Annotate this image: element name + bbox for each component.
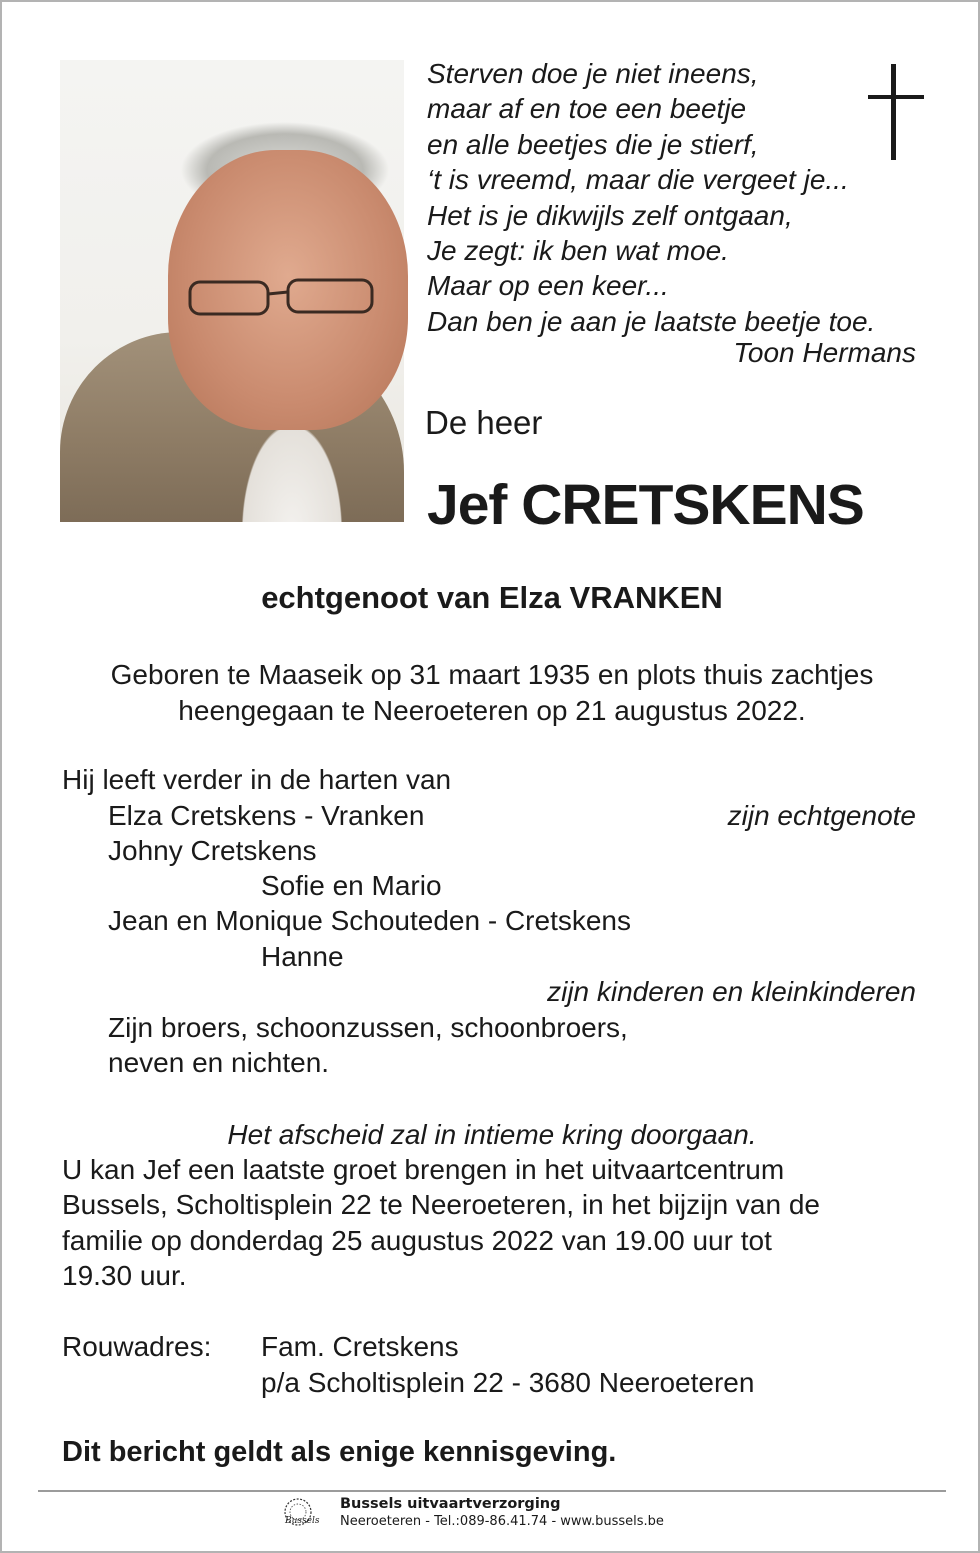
address-line-1: Fam. Cretskens	[261, 1331, 459, 1362]
funeral-company-name: Bussels uitvaartverzorging	[340, 1496, 561, 1512]
family-spouse-name: Elza Cretskens - Vranken	[108, 800, 425, 831]
farewell-line: 19.30 uur.	[62, 1260, 187, 1291]
poem	[427, 56, 875, 339]
family-relatives-1: Zijn broers, schoonzussen, schoonbroers,	[108, 1012, 628, 1043]
poem-line: Je zegt: ik ben wat moe.	[427, 235, 729, 267]
farewell-line: familie op donderdag 25 augustus 2022 van 19.00 uur tot	[62, 1225, 772, 1256]
family-spouse-role: zijn echtgenote	[727, 800, 916, 831]
address-line-2: p/a Scholtisplein 22 - 3680 Neeroeteren	[261, 1367, 755, 1398]
poem-line: Sterven doe je niet ineens,	[427, 58, 759, 89]
poem-line: Het is je dikwijls zelf ontgaan,	[427, 199, 793, 231]
poem-line: maar af en toe een beetje	[427, 93, 747, 125]
family-child-1: Johny Cretskens	[108, 835, 317, 866]
family-intro: Hij leeft verder in de harten van	[62, 764, 452, 795]
family-grandchildren-1: Sofie en Mario	[261, 870, 442, 901]
farewell-line: Bussels, Scholtisplein 22 te Neeroeteren, in het bijzijn van de	[62, 1189, 820, 1220]
portrait-glasses	[188, 278, 378, 318]
notice-text: Dit bericht geldt als enige kennisgeving.	[62, 1436, 617, 1468]
spouse-line: echtgenoot van Elza VRANKEN	[261, 580, 723, 615]
poem-author: Toon Hermans	[733, 337, 916, 368]
logo-text: Bussels	[285, 1516, 320, 1526]
honorific: De heer	[425, 404, 543, 441]
birth-death-text	[2, 657, 980, 728]
poem-line: Dan ben je aan je laatste beetje toe.	[427, 305, 876, 337]
address-label: Rouwadres:	[62, 1331, 212, 1362]
farewell-line: U kan Jef een laatste groet brengen in het uitvaartcentrum	[62, 1154, 785, 1185]
family-child-2: Jean en Monique Schouteden - Cretskens	[108, 905, 631, 936]
family-relatives-2: neven en nichten.	[108, 1047, 330, 1078]
family-grandchildren-2: Hanne	[261, 941, 344, 972]
cross-icon	[868, 64, 924, 160]
poem-line: Maar op een keer...	[427, 270, 669, 302]
footer-divider	[38, 1490, 946, 1492]
poem-line: en alle beetjes die je stierf,	[427, 128, 759, 160]
portrait-photo	[60, 60, 404, 522]
birth-death-line: heengegaan te Neeroeteren op 21 augustus 2022.	[178, 694, 806, 726]
farewell-heading: Het afscheid zal in intieme kring doorgaan.	[227, 1119, 757, 1150]
birth-death-line: Geboren te Maaseik op 31 maart 1935 en plots thuis zachtjes	[110, 659, 874, 690]
poem-line: ‘t is vreemd, maar die vergeet je...	[427, 164, 849, 196]
family-children-role: zijn kinderen en kleinkinderen	[547, 976, 916, 1007]
bussels-logo	[276, 1496, 330, 1530]
funeral-company-contact: Neeroeteren - Tel.:089-86.41.74 - www.bussels.be	[340, 1514, 664, 1529]
deceased-name: Jef CRETSKENS	[427, 473, 864, 537]
